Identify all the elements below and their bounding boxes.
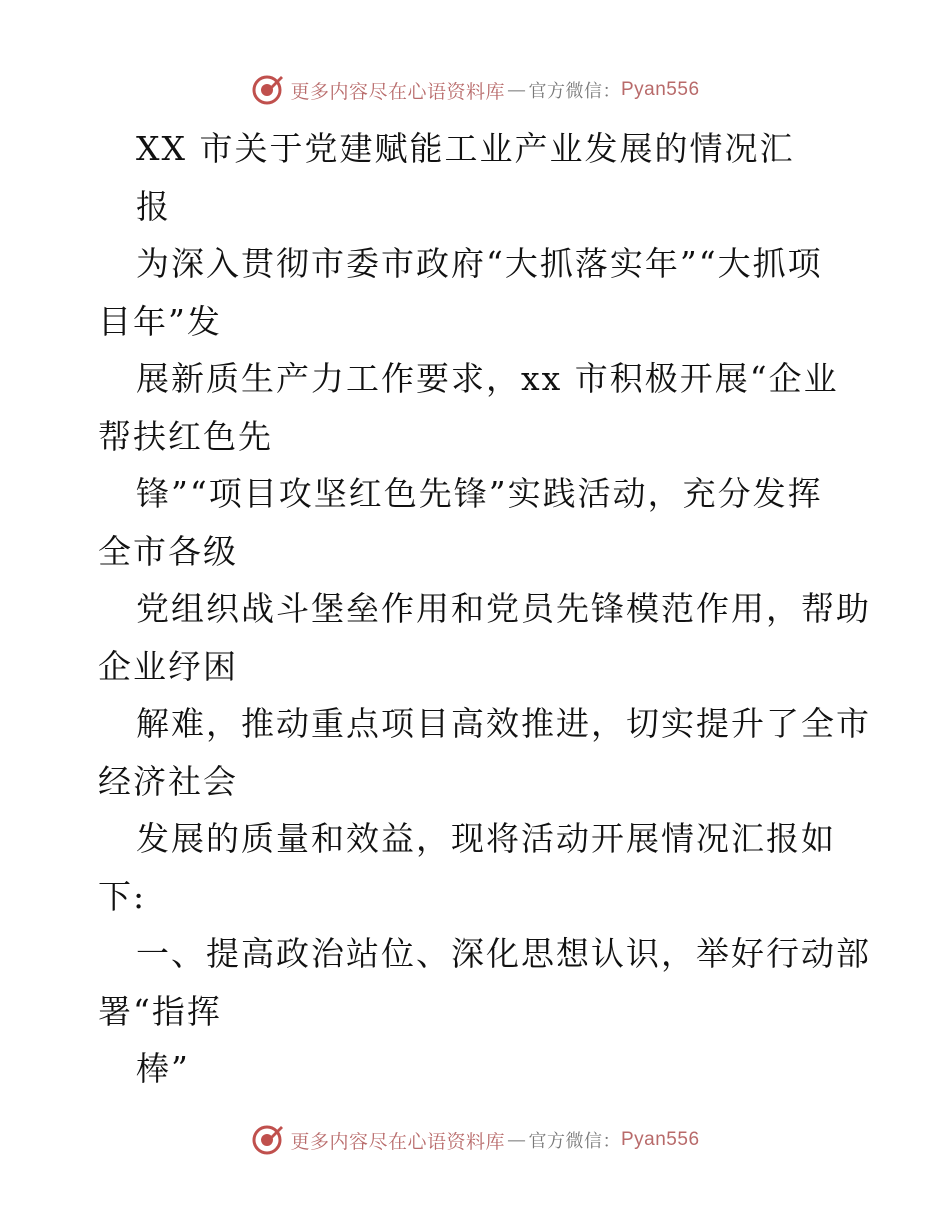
watermark-separator: — <box>507 79 527 101</box>
doc-text-line: 目年”发 <box>98 301 222 341</box>
watermark-wechat-label: 官方微信： <box>528 1131 621 1152</box>
watermark-text: 更多内容尽在心语资料库 <box>290 1130 505 1153</box>
doc-section-heading-line: 一、提高政治站位、深化思想认识，举好行动部 <box>136 934 871 973</box>
doc-title-line: 报 <box>136 186 171 226</box>
watermark-separator: — <box>507 1129 527 1151</box>
doc-title-line: XX 市关于党建赋能工业产业发展的情况汇 <box>136 129 795 168</box>
watermark-wechat-id: Pyan556 <box>621 1129 700 1150</box>
doc-text-line: 发展的质量和效益，现将活动开展情况汇报如 <box>136 819 836 858</box>
watermark-text: 更多内容尽在心语资料库 <box>290 80 505 103</box>
doc-section-heading-line: 署“指挥 <box>98 991 222 1031</box>
watermark-wechat-id: Pyan556 <box>621 79 700 100</box>
watermark-wechat-label: 官方微信： <box>528 81 621 102</box>
doc-text-line: 展新质生产力工作要求，xx 市积极开展“企业 <box>136 359 839 398</box>
doc-text-line: 全市各级 <box>98 531 238 571</box>
pen-logo-icon <box>250 73 284 107</box>
doc-text-line: 锋”“项目攻坚红色先锋”实践活动，充分发挥 <box>136 474 823 513</box>
doc-text-line: 经济社会 <box>98 761 238 801</box>
document-body <box>98 120 878 1098</box>
pen-logo-icon <box>250 1123 284 1157</box>
doc-text-line: 为深入贯彻市委市政府“大抓落实年”“大抓项 <box>136 244 823 283</box>
doc-text-line: 企业纾困 <box>98 646 238 686</box>
doc-section-heading-line: 棒” <box>136 1049 190 1088</box>
doc-text-line: 帮扶红色先 <box>98 416 273 456</box>
doc-text-line: 党组织战斗堡垒作用和党员先锋模范作用，帮助 <box>136 589 871 628</box>
doc-text-line: 解难，推动重点项目高效推进，切实提升了全市 <box>136 704 871 743</box>
watermark-footer <box>0 1120 950 1160</box>
watermark-header <box>0 70 950 110</box>
doc-text-line: 下: <box>98 876 147 916</box>
